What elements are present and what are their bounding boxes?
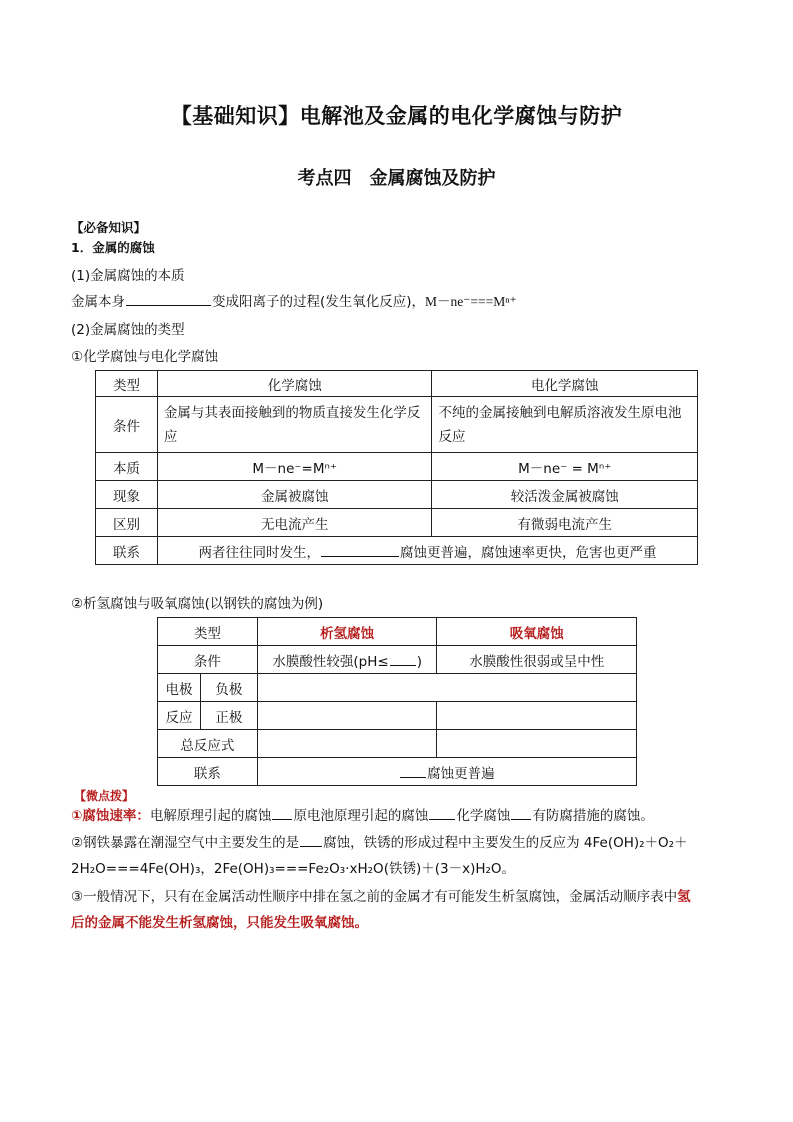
table-row — [96, 397, 698, 453]
tip-2-b: 腐蚀，铁锈的形成过程中主要发生的反应为 4Fe(OH)₂＋O₂＋ — [323, 835, 688, 851]
hydrogen-oxygen-corrosion-table — [157, 617, 637, 786]
table-header-row — [158, 618, 637, 646]
p3-label: ①化学腐蚀与电化学腐蚀 — [71, 349, 219, 365]
table-cell: 无电流产生 — [157, 509, 432, 537]
table-header-cell: 析氢腐蚀 — [257, 618, 437, 646]
table-header-cell: 化学腐蚀 — [157, 371, 432, 397]
tip-1-a: 电解原理引起的腐蚀 — [149, 808, 272, 824]
tip-2 — [71, 830, 731, 882]
table-cell: 条件 — [96, 397, 158, 453]
answer-blank[interactable] — [300, 834, 322, 847]
tip-3-a: ③一般情况下，只有在金属活动性顺序中排在氢之前的金属才有可能发生析氢腐蚀，金属活动顺序表中 — [71, 889, 678, 905]
table-cell: 正极 — [200, 702, 257, 730]
table-row — [96, 481, 698, 509]
table-cell: 联系 — [96, 537, 158, 565]
table-header-cell: 类型 — [96, 371, 158, 397]
answer-blank[interactable] — [272, 807, 292, 820]
p1-text — [71, 290, 517, 310]
table-cell: 反应 — [158, 702, 201, 730]
table-cell: M－ne⁻ = Mⁿ⁺ — [432, 453, 698, 481]
table-row — [158, 730, 637, 758]
answer-blank[interactable] — [321, 544, 399, 557]
answer-blank[interactable] — [126, 293, 211, 306]
answer-blank[interactable] — [390, 653, 416, 666]
table-header-cell: 吸氧腐蚀 — [437, 618, 637, 646]
link-cell — [257, 758, 636, 786]
answer-blank[interactable] — [400, 765, 426, 778]
tip-1-b: 原电池原理引起的腐蚀 — [293, 808, 429, 824]
table-cell: 区别 — [96, 509, 158, 537]
table-row — [158, 702, 637, 730]
table-cell: 金属被腐蚀 — [157, 481, 432, 509]
tip-3 — [71, 884, 731, 936]
table-row — [158, 758, 637, 786]
table-cell: 金属与其表面接触到的物质直接发生化学反应 — [157, 397, 432, 453]
table-cell: 负极 — [200, 674, 257, 702]
table-row — [96, 509, 698, 537]
answer-cell[interactable] — [257, 702, 437, 730]
table-row-link — [96, 537, 698, 565]
tip-1-head: ①腐蚀速率： — [71, 808, 150, 824]
answer-cell[interactable] — [437, 702, 637, 730]
tip-tag: 【微点拨】 — [74, 789, 135, 803]
table-cell: 现象 — [96, 481, 158, 509]
cond-h-end: ) — [416, 653, 422, 670]
table-cell: 不纯的金属接触到电解质溶液发生原电池反应 — [432, 397, 698, 453]
table-header-row — [96, 371, 698, 397]
p1-text-b: 变成阳离子的过程(发生氧化反应)， — [212, 294, 426, 310]
sub2-label: ②析氢腐蚀与吸氧腐蚀(以钢铁的腐蚀为例) — [71, 596, 324, 612]
table-cell: 联系 — [158, 758, 258, 786]
p1-label: (1)金属腐蚀的本质 — [71, 268, 185, 284]
link-text-b: 腐蚀更普遍，腐蚀速率更快，危害也更严重 — [399, 544, 657, 561]
table-header-cell: 类型 — [158, 618, 258, 646]
answer-cell[interactable] — [257, 674, 636, 702]
heading-metal-corrosion: 1．金属的腐蚀 — [71, 240, 155, 255]
required-knowledge-tag: 【必备知识】 — [71, 220, 147, 235]
tip-1-d: 有防腐措施的腐蚀。 — [532, 808, 654, 824]
tip-1 — [71, 803, 731, 829]
link-text-a: 两者往往同时发生， — [198, 544, 320, 561]
corrosion-comparison-table — [95, 370, 698, 565]
p2-label: (2)金属腐蚀的类型 — [71, 322, 185, 338]
tip-2-a: ②钢铁暴露在潮湿空气中主要发生的是 — [71, 835, 300, 851]
answer-cell[interactable] — [437, 730, 637, 758]
p1-text-a: 金属本身 — [71, 294, 125, 310]
cond-h-text: 水膜酸性较强(pH≤ — [272, 653, 389, 670]
table-header-cell: 电化学腐蚀 — [432, 371, 698, 397]
answer-cell[interactable] — [257, 730, 437, 758]
table-cell: 有微弱电流产生 — [432, 509, 698, 537]
tip-2-c: 2H₂O===4Fe(OH)₃，2Fe(OH)₃===Fe₂O₃·xH₂O(铁锈)＋(3－x)H₂O。 — [71, 861, 516, 877]
answer-blank[interactable] — [511, 807, 531, 820]
table-cell: 较活泼金属被腐蚀 — [432, 481, 698, 509]
table-cell: 水膜酸性很弱或呈中性 — [437, 646, 637, 674]
table-cell: M－ne⁻=Mⁿ⁺ — [157, 453, 432, 481]
page-title: 【基础知识】电解池及金属的电化学腐蚀与防护 — [170, 104, 623, 128]
table-cell: 本质 — [96, 453, 158, 481]
condition-hydrogen-cell — [257, 646, 437, 674]
tip-3-red2: 后的金属不能发生析氢腐蚀，只能发生吸氧腐蚀。 — [71, 915, 368, 931]
table-cell: 条件 — [158, 646, 258, 674]
tip-1-c: 化学腐蚀 — [456, 808, 511, 824]
section-title: 考点四 金属腐蚀及防护 — [297, 168, 496, 189]
link-text: 腐蚀更普遍 — [427, 765, 495, 782]
table-cell: 总反应式 — [158, 730, 258, 758]
table-row — [158, 674, 637, 702]
tip-3-red1: 氢 — [677, 889, 691, 905]
table-row — [96, 453, 698, 481]
p1-formula: M－ne⁻===Mⁿ⁺ — [425, 294, 517, 309]
link-cell — [157, 537, 697, 565]
answer-blank[interactable] — [429, 807, 455, 820]
table-row — [158, 646, 637, 674]
table-cell: 电极 — [158, 674, 201, 702]
